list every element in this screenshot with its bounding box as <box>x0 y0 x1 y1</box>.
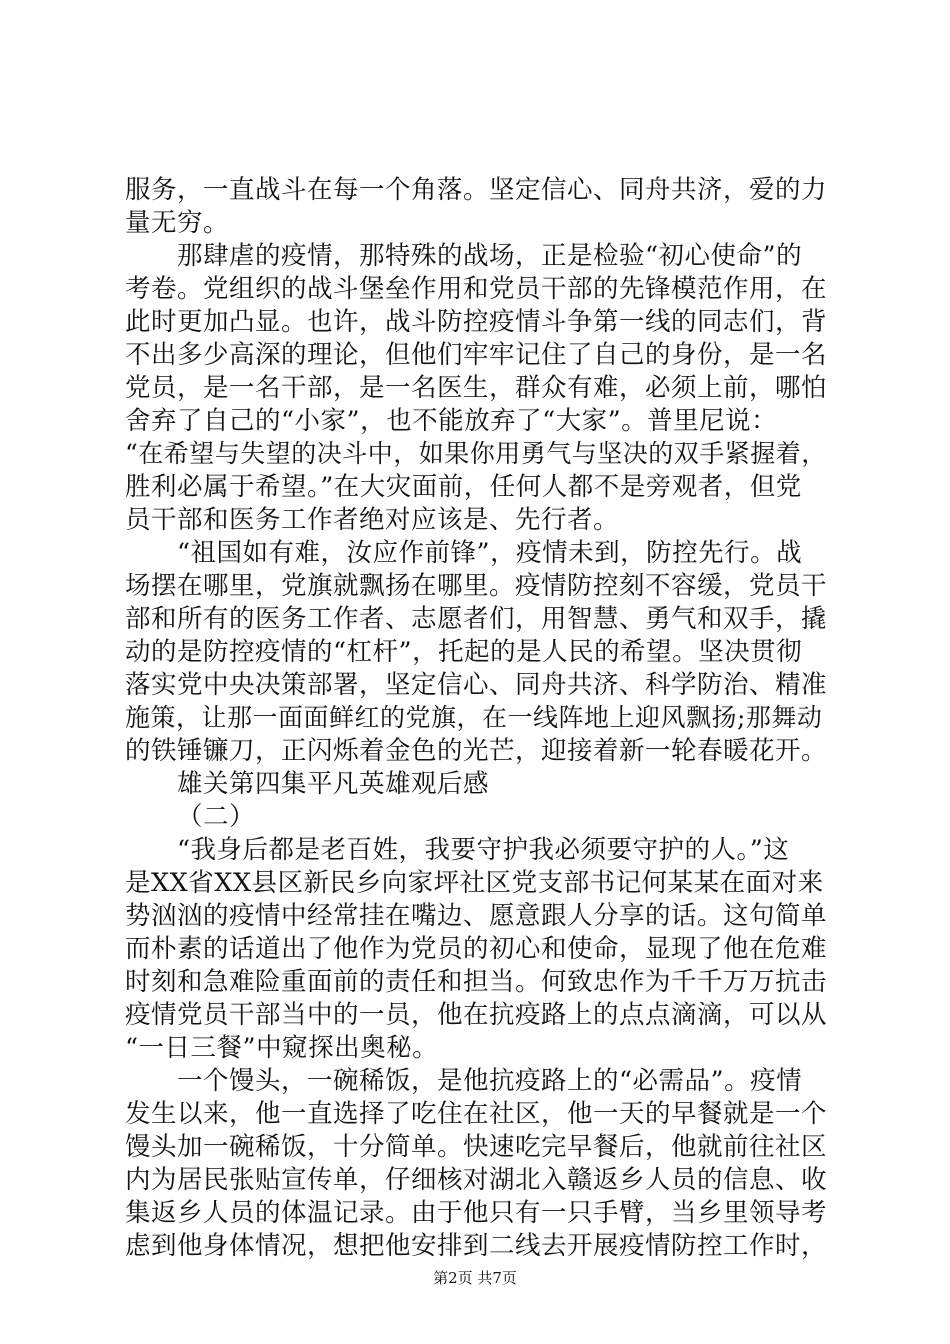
text-line: 动的是防控疫情的“杠杆”，托起的是人民的希望。坚决贯彻 <box>125 637 803 667</box>
text-line: 舍弃了自己的“小家”，也不能放弃了“大家”。普里尼说： <box>125 406 778 436</box>
text-line: 发生以来，他一直选择了吃住在社区，他一天的早餐就是一个 <box>125 1099 828 1129</box>
section-number: （二） <box>177 802 256 832</box>
text-line: 而朴素的话道出了他作为党员的初心和使命，显现了他在危难 <box>125 934 828 964</box>
text-line: 服务，一直战斗在每一个角落。坚定信心、同舟共济，爱的力 <box>125 175 828 205</box>
text-line: 场摆在哪里，党旗就飘扬在哪里。疫情防控刻不容缓，党员干 <box>125 571 828 601</box>
text-line: 集返乡人员的体温记录。由于他只有一只手臂，当乡里领导考 <box>125 1198 828 1228</box>
text-line: 员干部和医务工作者绝对应该是、先行者。 <box>125 505 620 535</box>
text-line: 一个馒头，一碗稀饭，是他抗疫路上的“必需品”。疫情 <box>177 1066 803 1096</box>
text-line: 落实党中央决策部署，坚定信心、同舟共济、科学防治、精准 <box>125 670 828 700</box>
text-line: 疫情党员干部当中的一员，他在抗疫路上的点点滴滴，可以从 <box>125 1000 828 1030</box>
text-line: 的铁锤镰刀，正闪烁着金色的光芒，迎接着新一轮春暖花开。 <box>125 736 828 766</box>
section-title: 雄关第四集平凡英雄观后感 <box>177 769 490 799</box>
text-line: 考卷。党组织的战斗堡垒作用和党员干部的先锋模范作用，在 <box>125 274 828 304</box>
text-line: 此时更加凸显。也许，战斗防控疫情斗争第一线的同志们，背 <box>125 307 828 337</box>
text-line: 时刻和急难险重面前的责任和担当。何致忠作为千千万万抗击 <box>125 967 828 997</box>
text-line: 虑到他身体情况，想把他安排到二线去开展疫情防控工作时， <box>125 1231 828 1261</box>
text-line: “我身后都是老百姓，我要守护我必须要守护的人。”这 <box>177 835 790 865</box>
text-line: “祖国如有难，汝应作前锋”，疫情未到，防控先行。战 <box>177 538 803 568</box>
text-line: 势汹汹的疫情中经常挂在嘴边、愿意跟人分享的话。这句简单 <box>125 901 828 931</box>
text-line: 是XX省XX县区新民乡向家坪社区党支部书记何某某在面对来 <box>125 868 824 898</box>
text-line: 量无穷。 <box>125 208 230 238</box>
text-line: “在希望与失望的决斗中，如果你用勇气与坚决的双手紧握着， <box>125 439 827 468</box>
text-line: 馒头加一碗稀饭，十分简单。快速吃完早餐后，他就前往社区 <box>125 1132 828 1162</box>
text-line: 内为居民张贴宣传单，仔细核对湖北入赣返乡人员的信息、收 <box>125 1165 828 1195</box>
text-line: 不出多少高深的理论，但他们牢牢记住了自己的身份，是一名 <box>125 340 828 370</box>
text-line: 胜利必属于希望。”在大灾面前，任何人都不是旁观者，但党 <box>125 472 802 502</box>
text-line: 施策，让那一面面鲜红的党旗，在一线阵地上迎风飘扬;那舞动 <box>125 703 823 732</box>
text-line: “一日三餐”中窥探出奥秘。 <box>125 1033 439 1063</box>
text-line: 那肆虐的疫情，那特殊的战场，正是检验“初心使命”的 <box>177 241 803 271</box>
text-line: 党员，是一名干部，是一名医生，群众有难，必须上前，哪怕 <box>125 373 828 403</box>
text-line: 部和所有的医务工作者、志愿者们，用智慧、勇气和双手，撬 <box>125 604 828 634</box>
page-footer: 第2页 共7页 <box>433 1269 517 1287</box>
